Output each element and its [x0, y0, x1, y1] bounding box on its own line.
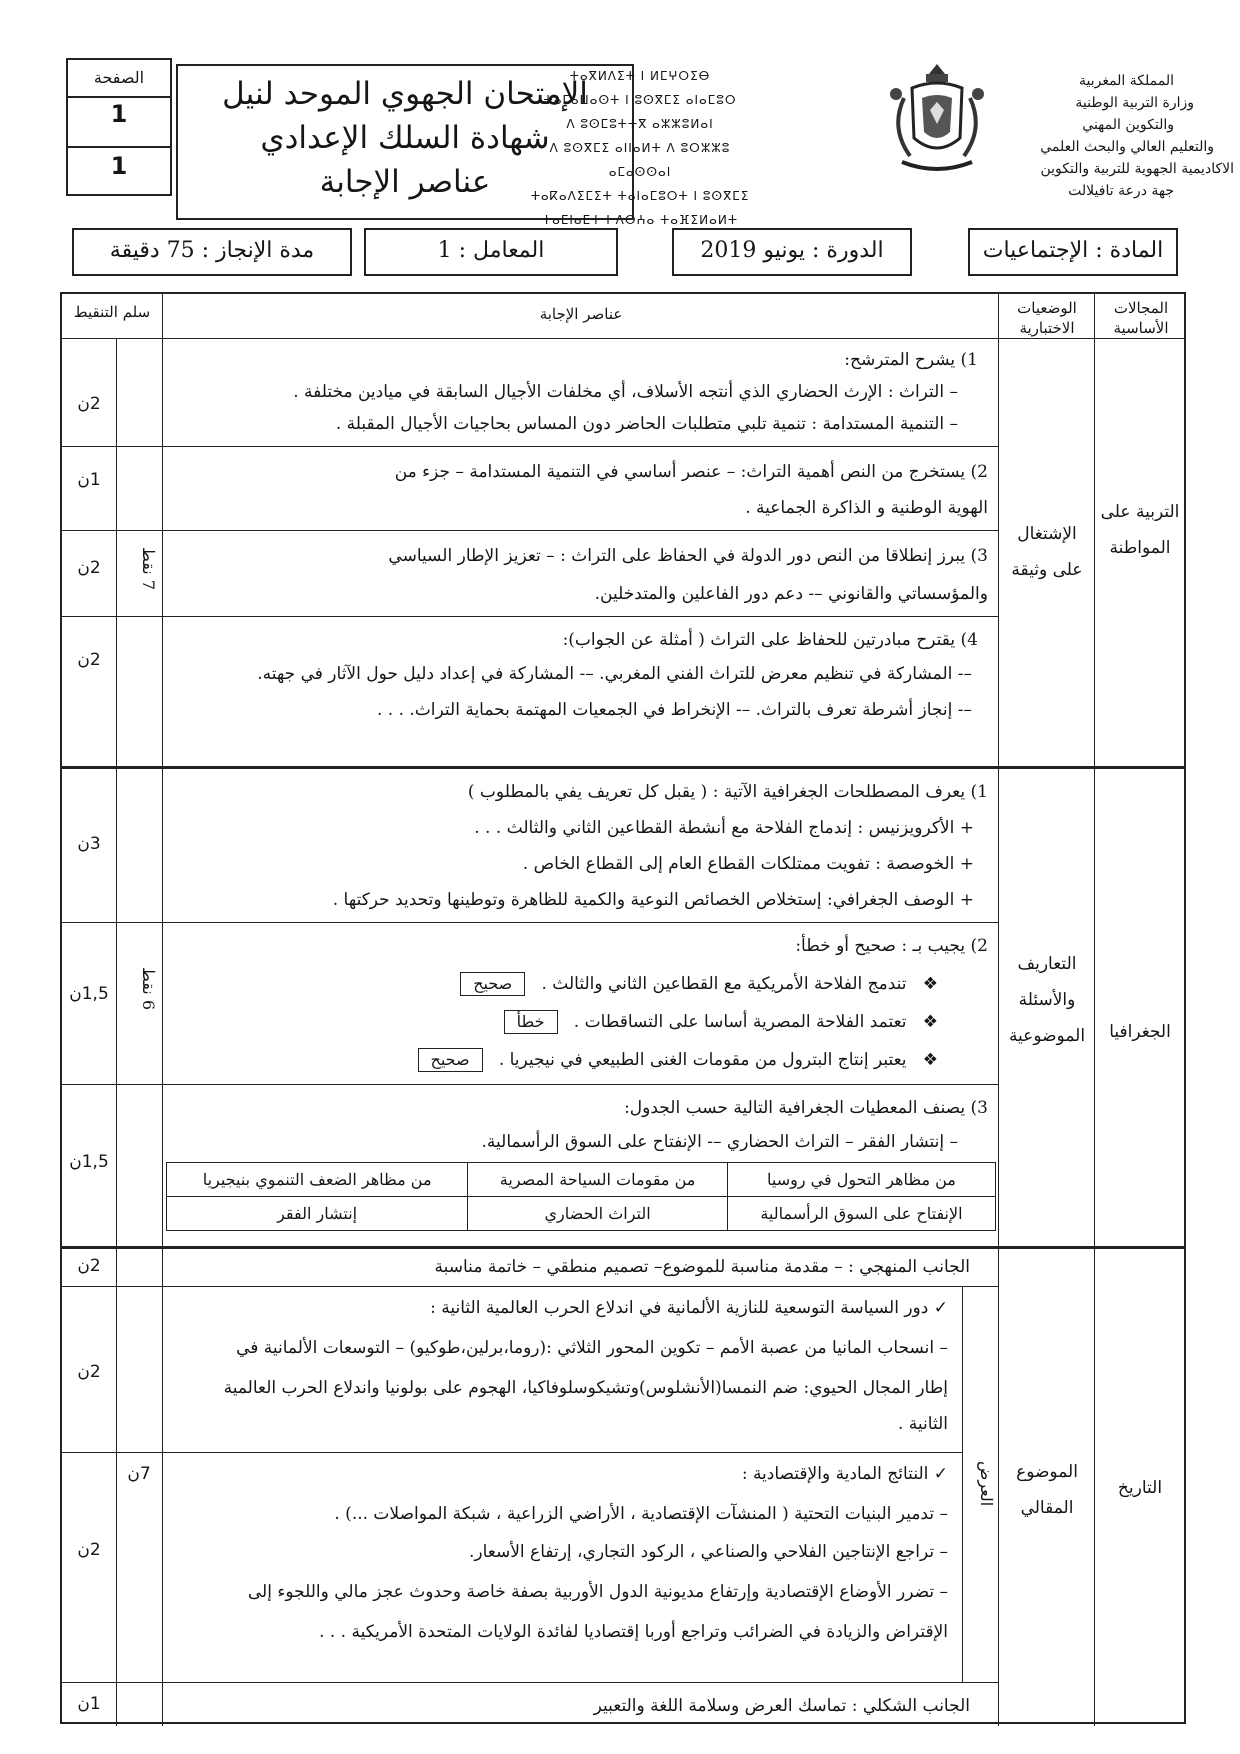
domain-geo: الجغرافيا — [1109, 1022, 1171, 1042]
geo-q1-line3: + الوصف الجغرافي: إستخلاص الخصائص النوعية والكمية للظاهرة وتوطينها وتحديد حركتها . — [332, 890, 974, 910]
history-p1-title: ✓ دور السياسة التوسعية للنازية الألمانية في اندلاع الحرب العالمية الثانية : — [430, 1298, 948, 1318]
row-divider — [62, 1452, 962, 1453]
column-divider — [962, 1286, 963, 1682]
page-label: الصفحة — [68, 66, 170, 98]
row-divider — [62, 1682, 998, 1683]
civic-q2-line2: الهوية الوطنية و الذاكرة الجماعية . — [745, 498, 988, 518]
history-p2-line1: – تدمير البنيات التحتية ( المنشآت الإقتصادية ، الأراضي الزراعية ، شبكة المواصلات ...) . — [334, 1504, 948, 1524]
history-p1-line1: – انسحاب المانيا من عصبة الأمم – تكوين المحور الثلاثي :(روما،برلين،طوكيو) – التوسعات الألمانية في — [236, 1338, 948, 1358]
civic-q4-title: 4) يقترح مبادرتين للحفاظ على التراث ( أمثلة عن الجواب): — [562, 630, 978, 650]
royal-emblem-icon — [882, 58, 992, 186]
civic-q1-title: 1) يشرح المترشح: — [844, 350, 978, 370]
situation-history: الموضوع المقالي — [1016, 1462, 1078, 1518]
answer-tag: صحيح — [418, 1048, 483, 1072]
history-p1-line3: الثانية . — [898, 1414, 948, 1434]
history-form: الجانب الشكلي : تماسك العرض وسلامة اللغة والتعبير — [593, 1696, 970, 1716]
ministry-line: والتعليم العالي والبحث العلمي — [1040, 139, 1214, 155]
column-divider — [162, 294, 163, 1726]
domain-history: التاريخ — [1117, 1478, 1163, 1498]
coefficient-field: المعامل : 1 — [364, 228, 618, 276]
row-divider — [62, 446, 998, 447]
ministry-line: وزارة التربية الوطنية — [1075, 95, 1194, 111]
tifinagh-line: ⵜⴰⵎⴰⵡⴰⵙⵜ ⵏ ⵓⵙⴳⵎⵉ ⴰⵏⴰⵎⵓⵔ — [543, 93, 737, 107]
diamond-bullet-icon: ❖ — [922, 974, 938, 994]
situation-geo: التعاريف والأسئلة الموضوعية — [1008, 954, 1086, 1046]
score-history-p2: 2ن — [77, 1540, 101, 1560]
table-header: من مقومات السياحة المصرية — [468, 1163, 728, 1197]
statement-text: يعتبر إنتاج البترول من مقومات الغنى الطبيعي في نيجيريا . — [498, 1050, 907, 1070]
row-divider — [62, 1286, 998, 1287]
title-line-1: الإمتحان الجهوي الموحد لنيل — [222, 76, 588, 112]
geo-q3-title: 3) يصنف المعطيات الجغرافية التالية حسب الجدول: — [624, 1098, 988, 1118]
section-divider — [62, 1246, 1184, 1249]
history-p2-title: ✓ النتائج المادية والإقتصادية : — [741, 1464, 948, 1484]
statement-text: تعتمد الفلاحة المصرية أساسا على التساقطات . — [573, 1012, 907, 1032]
geo-q2-statement-3 — [418, 1044, 938, 1076]
ministry-line: جهة درعة تافيلالت — [1068, 183, 1174, 199]
geo-q3-items: – إنتشار الفقر – التراث الحضاري –- الإنفتاح على السوق الرأسمالية. — [481, 1132, 958, 1152]
ministry-line: الاكاديمية الجهوية للتربية والتكوين — [1040, 161, 1234, 177]
score-history-form: 1ن — [77, 1694, 101, 1714]
ministry-line: والتكوين المهني — [1082, 117, 1174, 133]
score-history-p1: 2ن — [77, 1362, 101, 1382]
situation-civic: الإشتغال على وثيقة — [1011, 524, 1083, 580]
tifinagh-line: ⴷ ⵓⵙⴳⵎⵉ ⴰⵏⵏⴰⵍⵜ ⴷ ⵓⵔⵣⵣⵓ ⴰⵎⴰⵙⵙⴰⵏ — [549, 141, 731, 179]
geo-q2-title: 2) يجيب بـ : صحيح أو خطأ: — [795, 936, 988, 956]
title-line-2: شهادة السلك الإعدادي — [260, 120, 550, 156]
section-divider — [62, 766, 1184, 769]
page-total: 1 — [110, 152, 128, 180]
tifinagh-header — [530, 64, 750, 232]
civic-q1-line2: – التنمية المستدامة : تنمية تلبي متطلبات الحاضر دون المساس بحاجيات الأجيال المقبلة . — [335, 414, 958, 434]
domain-civic: التربية على المواطنة — [1100, 502, 1180, 558]
row-divider — [62, 922, 998, 923]
total-geo: 6 نقط — [139, 967, 158, 1011]
history-p2-line2: – تراجع الإنتاجين الفلاحي والصناعي ، الركود التجاري، إرتفاع الأسعار. — [468, 1542, 948, 1562]
row-divider — [62, 530, 998, 531]
table-header: من مظاهر التحول في روسيا — [727, 1163, 995, 1197]
tifinagh-line: ⵜⴰⴽⴰⴷⵉⵎⵉⵜ ⵜⴰⵏⴰⵎⵓⵔⵜ ⵏ ⵓⵙⴳⵎⵉ — [530, 189, 750, 203]
col-situations: الوضعيات الاختبارية — [1017, 299, 1077, 337]
geo-q1-line1: + الأكرويزنيس : إندماج الفلاحة مع أنشطة القطاعين الثاني والثالث . . . — [474, 818, 974, 838]
geo-q1-title: 1) يعرف المصطلحات الجغرافية الآتية : ( يقبل كل تعريف يفي بالمطلوب ) — [467, 782, 988, 802]
row-divider — [62, 338, 1184, 339]
civic-q2-line1: 2) يستخرج من النص أهمية التراث: – عنصر أساسي في التنمية المستدامة – جزء من — [394, 462, 988, 482]
tifinagh-line: ⴷ ⵓⵙⵎⵓⵜⵜⴳ ⴰⵣⵣⵓⵍⴰⵏ — [566, 117, 714, 131]
geo-q1-line2: + الخوصصة : تفويت ممتلكات القطاع العام إلى القطاع الخاص . — [522, 854, 974, 874]
total-history: 7ن — [127, 1464, 151, 1484]
score-civic-q3: 2ن — [77, 558, 101, 578]
score-civic-q2: 1ن — [77, 470, 101, 490]
civic-q3-line2: والمؤسساتي والقانوني –- دعم دور الفاعلين والمتدخلين. — [594, 584, 988, 604]
row-divider — [62, 616, 998, 617]
tifinagh-line: ⵜⴰⴳⵍⴷⵉⵜ ⵏ ⵍⵎⵖⵔⵉⴱ — [569, 69, 711, 83]
subject-field: المادة : الإجتماعيات — [968, 228, 1178, 276]
page-number: 1 — [110, 100, 128, 128]
table-header: من مظاهر الضعف التنموي بنيجيريا — [167, 1163, 468, 1197]
score-geo-q2: 1,5ن — [69, 984, 109, 1004]
civic-q3-line1: 3) يبرز إنطلاقا من النص دور الدولة في الحفاظ على التراث : – تعزيز الإطار السياسي — [388, 546, 988, 566]
ministry-header — [1004, 70, 1234, 202]
col-domains: المجالات الأساسية — [1113, 299, 1169, 337]
tifinagh-line: ⵜⴰⵎⵏⴰⴹⵜ ⵏ ⴷⵔⵄⴰ ⵜⴰⴼⵉⵍⴰⵍⵜ — [541, 213, 739, 227]
title-line-3: عناصر الإجابة — [319, 164, 491, 200]
answer-tag: صحيح — [460, 972, 525, 996]
column-divider — [116, 338, 117, 1726]
history-p2-line4: الإقتراض والزيادة في الضرائب وتراجع أوربا إقتصاديا لفائدة الولايات المتحدة الأمريكية . . . — [319, 1622, 948, 1642]
row-divider — [62, 1084, 998, 1085]
answer-tag: خطأ — [504, 1010, 558, 1034]
ministry-line: المملكة المغربية — [1078, 73, 1174, 89]
history-p2-line3: – تضرر الأوضاع الإقتصادية وإرتفاع مديونية الدول الأوربية بصفة خاصة وحدوث عجز مالي واللجوء إلى — [247, 1582, 948, 1602]
civic-q4-line1: –- المشاركة في تنظيم معرض للتراث الفني المغربي. –- المشاركة في إعداد دليل حول الآثار في جهته. — [257, 664, 972, 684]
column-divider — [998, 294, 999, 1726]
score-geo-q3: 1,5ن — [69, 1152, 109, 1172]
table-cell: التراث الحضاري — [468, 1197, 728, 1231]
divider — [68, 146, 170, 148]
body-label: العرض — [977, 1461, 996, 1507]
classification-table — [166, 1162, 996, 1231]
civic-q4-line2: –- إنجاز أشرطة تعرف بالتراث. –- الإنخراط في الجمعيات المهتمة بحماية التراث. . . . — [376, 700, 972, 720]
session-field: الدورة : يونيو 2019 — [672, 228, 912, 276]
statement-text: تندمج الفلاحة الأمريكية مع القطاعين الثاني والثالث . — [541, 974, 907, 994]
col-answers: عناصر الإجابة — [539, 305, 623, 323]
score-geo-q1: 3ن — [77, 834, 101, 854]
score-civic-q1: 2ن — [77, 394, 101, 414]
column-divider — [1094, 294, 1095, 1726]
diamond-bullet-icon: ❖ — [922, 1050, 938, 1070]
table-cell: إنتشار الفقر — [167, 1197, 468, 1231]
total-civic: 7 نقط — [139, 547, 158, 591]
score-civic-q4: 2ن — [77, 650, 101, 670]
page-number-box — [66, 58, 172, 196]
answer-table — [60, 292, 1186, 1724]
civic-q1-line1: – التراث : الإرث الحضاري الذي أنتجه الأسلاف، أي مخلفات الأجيال السابقة في ميادين مختلفة . — [293, 382, 958, 402]
history-p1-line2: إطار المجال الحيوي: ضم النمسا(الأنشلوس)وتشيكوسلوفاكيا، الهجوم على بولونيا واندلاع الحرب العالمية — [223, 1378, 948, 1398]
table-cell: الإنفتاح على السوق الرأسمالية — [727, 1197, 995, 1231]
duration-field: مدة الإنجاز : 75 دقيقة — [72, 228, 352, 276]
geo-q2-statement-1 — [460, 968, 938, 1000]
diamond-bullet-icon: ❖ — [922, 1012, 938, 1032]
geo-q2-statement-2 — [504, 1006, 938, 1038]
col-scale: سلم التنقيط — [73, 303, 151, 321]
history-method: الجانب المنهجي : – مقدمة مناسبة للموضوع– تصميم منطقي – خاتمة مناسبة — [434, 1257, 970, 1277]
score-history-method: 2ن — [77, 1256, 101, 1276]
